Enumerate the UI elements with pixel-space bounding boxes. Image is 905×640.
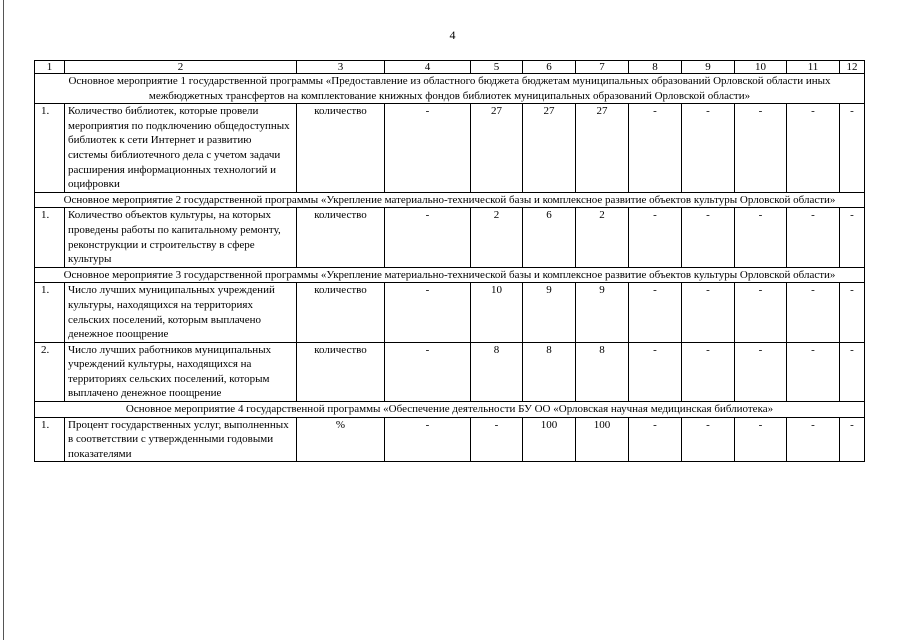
value-cell-col-9: - (682, 283, 735, 342)
value-cell-col-9: - (682, 104, 735, 193)
value-cell-col-4: - (385, 208, 471, 267)
header-col-10: 10 (735, 61, 787, 74)
row-number: 1. (35, 417, 65, 462)
table-row (35, 417, 865, 462)
value-cell-col-7: 9 (576, 283, 629, 342)
section-title: Основное мероприятие 4 государственной программы «Обеспечение деятельности БУ ОО «Орловская научная медицинская библиотека» (35, 402, 865, 418)
value-cell-col-6: 27 (523, 104, 576, 193)
value-cell-col-10: - (735, 208, 787, 267)
value-cell-col-7: 2 (576, 208, 629, 267)
header-col-12: 12 (840, 61, 865, 74)
header-col-7: 7 (576, 61, 629, 74)
table-row (35, 208, 865, 267)
table-row (35, 342, 865, 401)
value-cell-col-9: - (682, 417, 735, 462)
section-row (35, 192, 865, 208)
row-number: 1. (35, 208, 65, 267)
value-cell-col-12: - (840, 104, 865, 193)
value-cell-col-5: - (471, 417, 523, 462)
section-title: Основное мероприятие 1 государственной программы «Предоставление из областного бюджета бюджетам муниципальных образований Орловской области иных межбюджетных трансфертов на комплектование книжных фондов библиотек муниципальных образований Орловской области» (35, 74, 865, 104)
value-cell-col-12: - (840, 208, 865, 267)
value-cell-col-11: - (787, 208, 840, 267)
row-number: 2. (35, 342, 65, 401)
header-row (35, 61, 865, 74)
value-cell-col-4: - (385, 417, 471, 462)
header-col-8: 8 (629, 61, 682, 74)
header-col-3: 3 (297, 61, 385, 74)
row-number: 1. (35, 283, 65, 342)
value-cell-col-5: 10 (471, 283, 523, 342)
header-col-6: 6 (523, 61, 576, 74)
value-cell-col-4: - (385, 342, 471, 401)
value-cell-col-11: - (787, 104, 840, 193)
section-row (35, 74, 865, 104)
value-cell-col-12: - (840, 283, 865, 342)
table-body (35, 61, 865, 462)
unit-cell: количество (297, 342, 385, 401)
value-cell-col-7: 100 (576, 417, 629, 462)
value-cell-col-11: - (787, 283, 840, 342)
section-row (35, 402, 865, 418)
header-col-11: 11 (787, 61, 840, 74)
page-edge-line (3, 0, 4, 640)
value-cell-col-4: - (385, 283, 471, 342)
value-cell-col-10: - (735, 283, 787, 342)
header-col-5: 5 (471, 61, 523, 74)
value-cell-col-5: 27 (471, 104, 523, 193)
value-cell-col-10: - (735, 342, 787, 401)
value-cell-col-7: 8 (576, 342, 629, 401)
value-cell-col-7: 27 (576, 104, 629, 193)
indicator-name: Процент государственных услуг, выполненных в соответствии с утвержденными годовыми показателями (65, 417, 297, 462)
section-row (35, 267, 865, 283)
value-cell-col-8: - (629, 417, 682, 462)
value-cell-col-6: 6 (523, 208, 576, 267)
indicator-name: Количество библиотек, которые провели мероприятия по подключению общедоступных библиотек к сети Интернет и развитию системы библиотечного дела с учетом задачи расширения информационных технологий и оцифровки (65, 104, 297, 193)
indicator-name: Число лучших работников муниципальных учреждений культуры, находящихся на территориях сельских поселений, которым выплачено денежное поощрение (65, 342, 297, 401)
table-row (35, 104, 865, 193)
value-cell-col-8: - (629, 283, 682, 342)
section-title: Основное мероприятие 2 государственной программы «Укрепление материально-технической базы и комплексное развитие объектов культуры Орловской области» (35, 192, 865, 208)
value-cell-col-6: 9 (523, 283, 576, 342)
table-row (35, 283, 865, 342)
value-cell-col-6: 8 (523, 342, 576, 401)
value-cell-col-8: - (629, 342, 682, 401)
value-cell-col-5: 2 (471, 208, 523, 267)
value-cell-col-11: - (787, 417, 840, 462)
value-cell-col-8: - (629, 104, 682, 193)
indicator-name: Число лучших муниципальных учреждений культуры, находящихся на территориях сельских поселений, которым выплачено денежное поощрение (65, 283, 297, 342)
value-cell-col-9: - (682, 342, 735, 401)
header-col-2: 2 (65, 61, 297, 74)
unit-cell: количество (297, 283, 385, 342)
value-cell-col-11: - (787, 342, 840, 401)
value-cell-col-12: - (840, 342, 865, 401)
value-cell-col-10: - (735, 104, 787, 193)
value-cell-col-9: - (682, 208, 735, 267)
value-cell-col-12: - (840, 417, 865, 462)
section-title: Основное мероприятие 3 государственной программы «Укрепление материально-технической базы и комплексное развитие объектов культуры Орловской области» (35, 267, 865, 283)
page-number: 4 (449, 28, 456, 42)
header-col-9: 9 (682, 61, 735, 74)
indicator-name: Количество объектов культуры, на которых проведены работы по капитальному ремонту, реконструкции и строительству в сфере культуры (65, 208, 297, 267)
value-cell-col-5: 8 (471, 342, 523, 401)
header-col-1: 1 (35, 61, 65, 74)
value-cell-col-8: - (629, 208, 682, 267)
unit-cell: количество (297, 208, 385, 267)
value-cell-col-10: - (735, 417, 787, 462)
header-col-4: 4 (385, 61, 471, 74)
value-cell-col-6: 100 (523, 417, 576, 462)
indicators-table (34, 60, 865, 462)
row-number: 1. (35, 104, 65, 193)
unit-cell: количество (297, 104, 385, 193)
value-cell-col-4: - (385, 104, 471, 193)
unit-cell: % (297, 417, 385, 462)
